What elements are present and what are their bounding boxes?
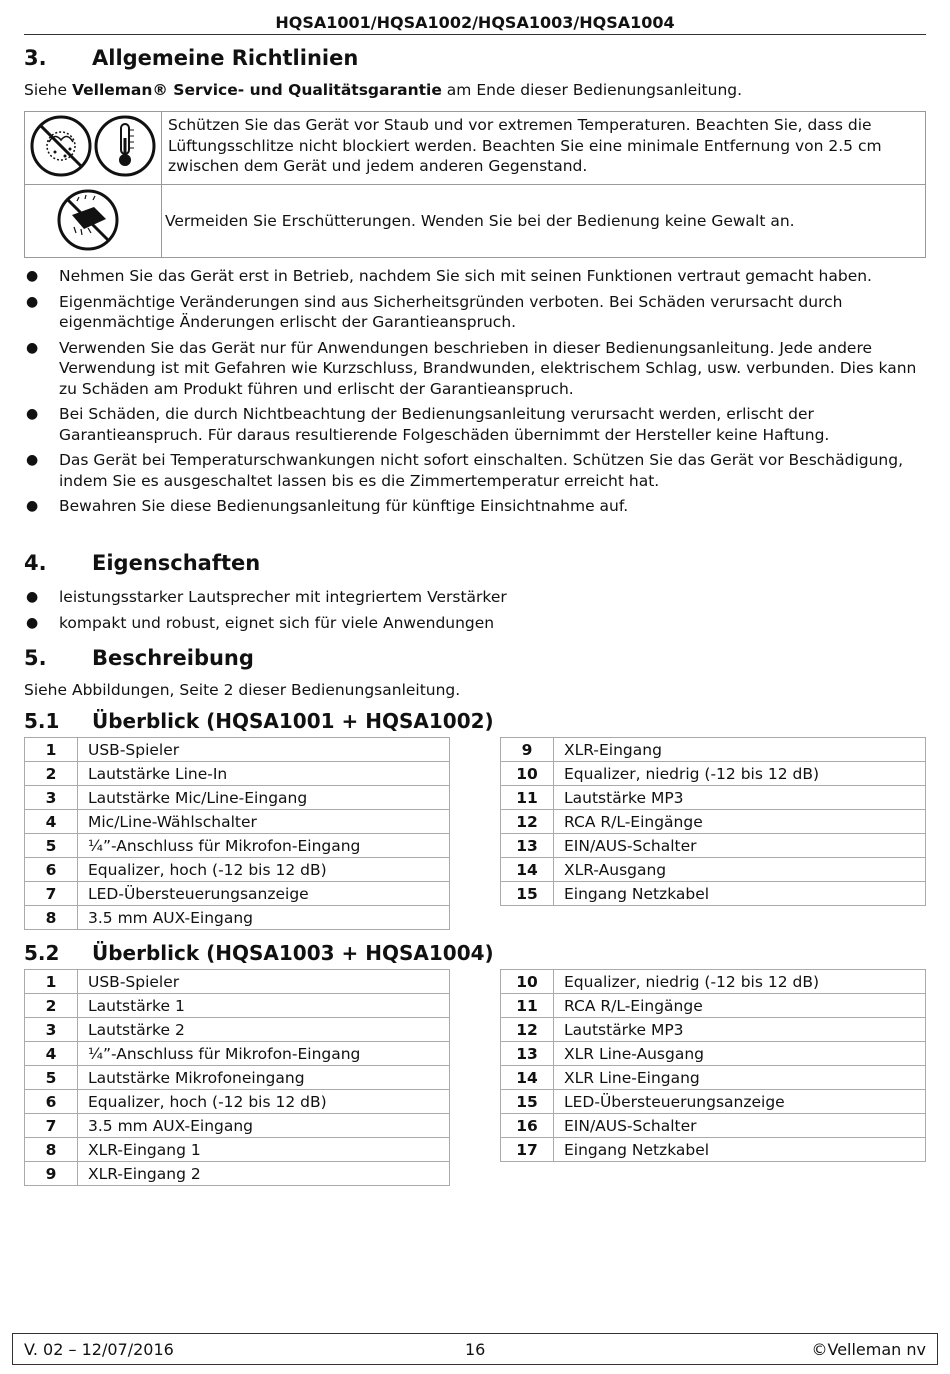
bullet-text: Das Gerät bei Temperaturschwankungen nicht sofort einschalten. Schützen Sie das Gerät vor Beschädigung, indem Sie es ausgeschaltet lassen bis es die Zimmertemperatur erreicht hat. [59,451,904,490]
part-label: USB-Spieler [78,738,450,762]
part-number: 2 [25,762,78,786]
section-title: Eigenschaften [92,551,261,575]
section-5-2-heading [24,941,494,965]
page-footer [12,1333,938,1365]
part-number: 5 [25,1066,78,1090]
section-number: 5. [24,646,47,670]
list-item: ● Bei Schäden, die durch Nichtbeachtung der Bedienungsanleitung verursacht werden, erlischt der Garantieanspruch. Für daraus resultierende Folgeschäden übernimmt der Hersteller keine Haftung. [26,405,830,444]
part-label: ¼”-Anschluss für Mikrofon-Eingang [78,1042,450,1066]
part-label: XLR-Eingang 2 [78,1162,450,1186]
part-number: 1 [25,970,78,994]
part-number: 12 [501,1018,554,1042]
header-title: HQSA1001/HQSA1002/HQSA1003/HQSA1004 [275,13,675,32]
part-label: XLR Line-Ausgang [554,1042,926,1066]
part-number: 15 [501,1090,554,1114]
part-number: 4 [25,810,78,834]
section-4-bullets [24,587,926,633]
part-label: LED-Übersteuerungsanzeige [554,1090,926,1114]
section-title: Überblick (HQSA1003 + HQSA1004) [92,941,494,965]
list-item: ● Bewahren Sie diese Bedienungsanleitung für künftige Einsichtnahme auf. [26,497,629,515]
safety-row-shock [25,185,926,258]
part-label: ¼”-Anschluss für Mikrofon-Eingang [78,834,450,858]
part-number: 9 [25,1162,78,1186]
footer-version: V. 02 – 12/07/2016 [24,1340,174,1359]
table-row [501,786,926,810]
list-item: ● Eigenmächtige Veränderungen sind aus Sicherheitsgründen verboten. Bei Schäden verursacht durch eigenmächtige Änderungen erlischt der Garantieanspruch. [26,292,843,331]
page-header [24,8,926,35]
part-label: Lautstärke Line-In [78,762,450,786]
part-number: 12 [501,810,554,834]
table-row [501,1042,926,1066]
footer-copyright: ©Velleman nv [811,1340,926,1359]
parts-table-5-1-left [24,737,450,930]
part-number: 10 [501,762,554,786]
part-label: Lautstärke MP3 [554,1018,926,1042]
part-number: 3 [25,1018,78,1042]
safety-text-shock: Vermeiden Sie Erschütterungen. Wenden Sie bei der Bedienung keine Gewalt an. [162,185,926,258]
part-label: USB-Spieler [78,970,450,994]
bullet-text: Eigenmächtige Veränderungen sind aus Sicherheitsgründen verboten. Bei Schäden verursacht durch eigenmächtige Änderungen erlischt der Garantieanspruch. [59,292,843,331]
table-row [501,1114,926,1138]
table-row [25,786,450,810]
part-number: 2 [25,994,78,1018]
table-row [25,834,450,858]
part-label: Lautstärke 2 [78,1018,450,1042]
bullet-text: kompakt und robust, eignet sich für viele Anwendungen [59,613,495,632]
safety-row-dust [25,112,926,185]
list-item: ● leistungsstarker Lautsprecher mit integriertem Verstärker [26,588,507,606]
part-number: 11 [501,786,554,810]
section-3-bullets [24,266,926,517]
table-row [25,810,450,834]
list-item: ● Verwenden Sie das Gerät nur für Anwendungen beschrieben in dieser Bedienungsanleitung. Jede andere Verwendung ist mit Gefahren wie Kurzschluss, Brandwunden, elektrischem Schlag, usw. verbunden. Dies kann zu Schäden am Produkt führen und erlischt der Garantieanspruch. [26,338,917,398]
table-row [501,738,926,762]
table-row [25,882,450,906]
intro-bold: Velleman® Service- und Qualitätsgarantie [71,81,442,99]
section-number: 3. [24,46,47,70]
parts-table-5-2-right [500,969,926,1162]
section-number: 5.2 [24,941,60,965]
part-label: XLR-Ausgang [554,858,926,882]
part-label: 3.5 mm AUX-Eingang [78,1114,450,1138]
safety-icons [25,185,149,253]
no-dust-icon [32,117,90,175]
part-number: 6 [25,858,78,882]
section-3-intro [24,80,926,100]
section-title: Beschreibung [92,646,254,670]
no-shock-icon [59,191,117,249]
table-row [25,858,450,882]
bullet-text: Bei Schäden, die durch Nichtbeachtung der Bedienungsanleitung verursacht werden, erlischt der Garantieanspruch. Für daraus resultierende Folgeschäden übernimmt der Hersteller keine Haftung. [59,405,830,444]
safety-icon-table [24,111,926,258]
table-row [501,834,926,858]
part-number: 9 [501,738,554,762]
table-row [501,882,926,906]
table-row [501,1090,926,1114]
part-number: 6 [25,1090,78,1114]
part-number: 10 [501,970,554,994]
safety-icons [25,112,161,180]
icon-cell [25,112,162,185]
parts-table-5-1-right [500,737,926,906]
section-4-heading [24,551,260,575]
part-number: 5 [25,834,78,858]
part-label: XLR Line-Eingang [554,1066,926,1090]
part-label: XLR-Eingang 1 [78,1138,450,1162]
part-label: Equalizer, niedrig (-12 bis 12 dB) [554,762,926,786]
part-label: RCA R/L-Eingänge [554,994,926,1018]
table-row [25,994,450,1018]
part-number: 14 [501,858,554,882]
table-row [501,1018,926,1042]
table-row [501,858,926,882]
bullet-text: Bewahren Sie diese Bedienungsanleitung für künftige Einsichtnahme auf. [59,497,629,515]
icon-cell [25,185,162,258]
table-row [25,1042,450,1066]
table-row [501,994,926,1018]
bullet-text: Verwenden Sie das Gerät nur für Anwendungen beschrieben in dieser Bedienungsanleitung. Jede andere Verwendung ist mit Gefahren wie Kurzschluss, Brandwunden, elektrischem Schlag, usw. verbunden. Dies kann zu Schäden am Produkt führen und erlischt der Garantieanspruch. [59,338,917,398]
section-5-heading [24,646,254,670]
table-row [25,1162,450,1186]
part-label: Eingang Netzkabel [554,1138,926,1162]
table-row [25,1066,450,1090]
list-item: ● Das Gerät bei Temperaturschwankungen nicht sofort einschalten. Schützen Sie das Gerät vor Beschädigung, indem Sie es ausgeschaltet lassen bis es die Zimmertemperatur erreicht hat. [26,451,904,490]
table-row [501,762,926,786]
part-number: 8 [25,906,78,930]
table-row [501,1066,926,1090]
part-label: 3.5 mm AUX-Eingang [78,906,450,930]
safety-text-dust: Schützen Sie das Gerät vor Staub und vor extremen Temperaturen. Beachten Sie, dass die Lüftungsschlitze nicht blockiert werden. Beachten Sie eine minimale Entfernung von 2.5 cm zwischen dem Gerät und jedem anderen Gegenstand. [162,112,926,185]
part-label: Equalizer, niedrig (-12 bis 12 dB) [554,970,926,994]
table-row [25,1018,450,1042]
parts-table-5-2-left [24,969,450,1186]
section-5-intro: Siehe Abbildungen, Seite 2 dieser Bedienungsanleitung. [24,681,461,699]
intro-prefix: Siehe [24,81,72,99]
table-row [25,906,450,930]
table-row [501,970,926,994]
table-row [501,810,926,834]
section-number: 5.1 [24,709,60,733]
part-number: 13 [501,834,554,858]
part-label: EIN/AUS-Schalter [554,834,926,858]
part-number: 3 [25,786,78,810]
bullet-text: leistungsstarker Lautsprecher mit integriertem Verstärker [59,588,507,606]
part-label: Equalizer, hoch (-12 bis 12 dB) [78,858,450,882]
part-number: 13 [501,1042,554,1066]
table-row [25,970,450,994]
section-3-heading [24,46,358,70]
bullet-text: Nehmen Sie das Gerät erst in Betrieb, nachdem Sie sich mit seinen Funktionen vertraut gemacht haben. [59,267,872,285]
list-item: ● kompakt und robust, eignet sich für viele Anwendungen [26,613,495,632]
table-row [25,738,450,762]
part-number: 16 [501,1114,554,1138]
part-label: EIN/AUS-Schalter [554,1114,926,1138]
table-row [25,762,450,786]
table-row [25,1114,450,1138]
section-title: Allgemeine Richtlinien [92,46,359,70]
table-row [25,1090,450,1114]
part-number: 11 [501,994,554,1018]
part-label: XLR-Eingang [554,738,926,762]
table-row [501,1138,926,1162]
part-label: Lautstärke 1 [78,994,450,1018]
part-label: Lautstärke Mic/Line-Eingang [78,786,450,810]
part-label: RCA R/L-Eingänge [554,810,926,834]
part-number: 4 [25,1042,78,1066]
table-row [25,1138,450,1162]
part-label: LED-Übersteuerungsanzeige [78,882,450,906]
section-title: Überblick (HQSA1001 + HQSA1002) [92,709,494,733]
part-label: Lautstärke MP3 [554,786,926,810]
part-number: 8 [25,1138,78,1162]
part-label: Mic/Line-Wählschalter [78,810,450,834]
footer-page-number: 16 [465,1340,486,1359]
part-label: Equalizer, hoch (-12 bis 12 dB) [78,1090,450,1114]
thermometer-icon [96,117,154,175]
section-5-1-heading [24,709,494,733]
part-number: 14 [501,1066,554,1090]
list-item: ● Nehmen Sie das Gerät erst in Betrieb, nachdem Sie sich mit seinen Funktionen vertraut gemacht haben. [26,267,872,285]
part-number: 17 [501,1138,554,1162]
part-label: Eingang Netzkabel [554,882,926,906]
part-number: 1 [25,738,78,762]
part-number: 7 [25,882,78,906]
part-number: 15 [501,882,554,906]
part-number: 7 [25,1114,78,1138]
part-label: Lautstärke Mikrofoneingang [78,1066,450,1090]
intro-suffix: am Ende dieser Bedienungsanleitung. [441,81,743,99]
section-number: 4. [24,551,47,575]
